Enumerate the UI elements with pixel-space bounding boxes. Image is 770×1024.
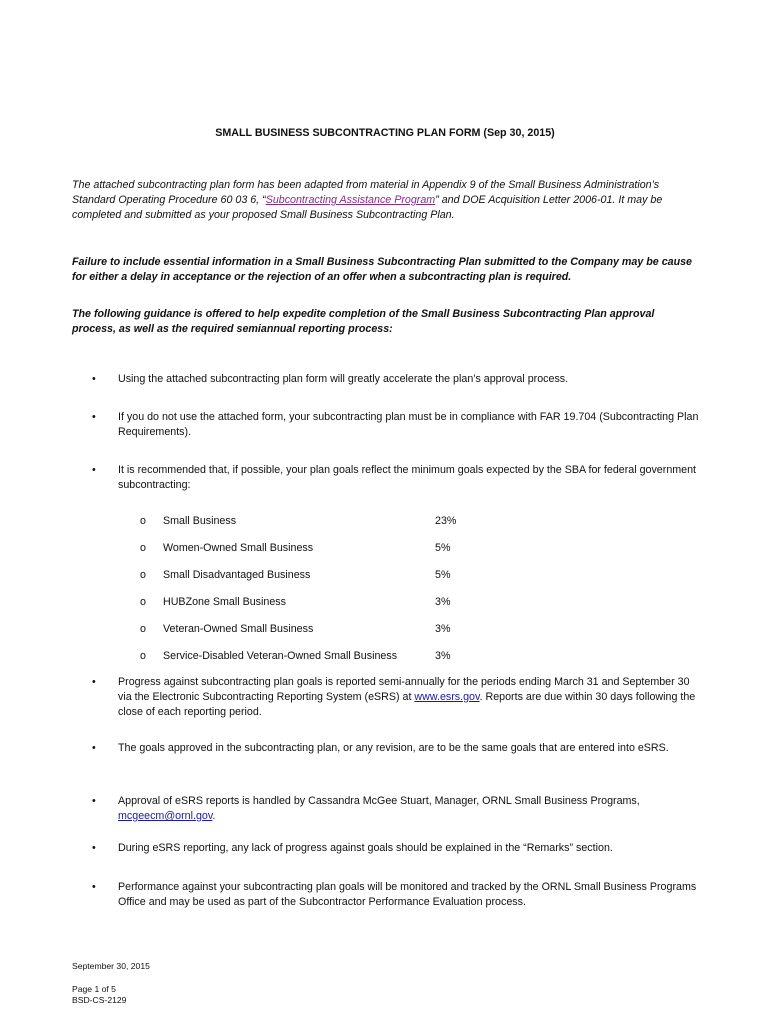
bullet-text: Using the attached subcontracting plan form will greatly accelerate the plan’s approval process. xyxy=(118,373,569,385)
esrs-website-link[interactable]: www.esrs.gov xyxy=(414,691,480,703)
bullet-icon: • xyxy=(92,464,96,476)
bullet-text: It is recommended that, if possible, your plan goals reflect the minimum goals expected by the SBA for federal government subcontracting: xyxy=(118,464,697,491)
bullet-icon: • xyxy=(92,842,96,854)
goal-row xyxy=(140,541,460,556)
goal-value: 3% xyxy=(435,623,451,635)
goal-value: 5% xyxy=(435,542,451,554)
footer-document-id: BSD-CS-2129 xyxy=(72,995,127,1005)
sub-bullet-icon: o xyxy=(140,515,146,527)
approval-text-before: Approval of eSRS reports is handled by Cassandra McGee Stuart, Manager, ORNL Small Business Programs, xyxy=(118,795,640,807)
bullet-text xyxy=(118,675,700,720)
goal-row xyxy=(140,568,460,583)
goal-name: Women-Owned Small Business xyxy=(163,542,314,554)
goal-name: Small Business xyxy=(163,515,237,527)
bullet-icon: • xyxy=(92,676,96,688)
warning-paragraph-2: The following guidance is offered to help expedite completion of the Small Business Subcontracting Plan approval process, as well as the required semiannual reporting process: xyxy=(72,308,655,335)
email-link[interactable]: mcgeecm@ornl.gov xyxy=(118,810,213,822)
document-title: SMALL BUSINESS SUBCONTRACTING PLAN FORM (Sep 30, 2015) xyxy=(215,127,555,139)
esrs-text-before: Progress against subcontracting plan goals is reported semi-annually for the periods ending March 31 and September 30 via the Electronic Subcontracting Reporting System (eSRS) at xyxy=(118,676,690,703)
esrs-text-after: . Reports are due within 30 days following the close of each reporting period. xyxy=(118,691,696,718)
bullet-text: Performance against your subcontracting plan goals will be monitored and tracked by the ORNL Small Business Programs Office and may be used as part of the Subcontractor Performance Evaluation process. xyxy=(118,881,697,908)
bullet-text: The goals approved in the subcontracting plan, or any revision, are to be the same goals that are entered into eSRS. xyxy=(118,742,669,754)
goal-value: 5% xyxy=(435,569,451,581)
bullet-icon: • xyxy=(92,373,96,385)
sub-bullet-icon: o xyxy=(140,569,146,581)
bullet-text: If you do not use the attached form, your subcontracting plan must be in compliance with FAR 19.704 (Subcontracting Plan Requirements). xyxy=(118,411,699,438)
approval-text-after: . xyxy=(212,810,216,822)
intro-paragraph xyxy=(72,178,697,223)
goal-name: Service-Disabled Veteran-Owned Small Business xyxy=(163,650,398,662)
goal-row xyxy=(140,595,460,610)
bullet-icon: • xyxy=(92,742,96,754)
goal-row xyxy=(140,622,460,637)
bullet-text: During eSRS reporting, any lack of progress against goals should be explained in the “Remarks” section. xyxy=(118,842,613,854)
bullet-icon: • xyxy=(92,411,96,423)
bullet-icon: • xyxy=(92,881,96,893)
goal-name: HUBZone Small Business xyxy=(163,596,286,608)
goal-value: 3% xyxy=(435,650,451,662)
goal-name: Veteran-Owned Small Business xyxy=(163,623,314,635)
sub-bullet-icon: o xyxy=(140,650,146,662)
bullet-text xyxy=(118,794,700,824)
sub-bullet-icon: o xyxy=(140,542,146,554)
footer-page-number: Page 1 of 5 xyxy=(72,984,116,994)
bullet-icon: • xyxy=(92,795,96,807)
intro-text-before: The attached subcontracting plan form has been adapted from material in Appendix 9 of the Small Business Administration’s Standard Operating Procedure 60 03 6, “ xyxy=(72,179,660,206)
subcontracting-assistance-program-link[interactable]: Subcontracting Assistance Program xyxy=(265,194,436,206)
sub-bullet-icon: o xyxy=(140,596,146,608)
goal-value: 23% xyxy=(435,515,457,527)
warning-paragraph-1: Failure to include essential information in a Small Business Subcontracting Plan submitted to the Company may be cause for either a delay in acceptance or the rejection of an offer when a subcontracting plan is required. xyxy=(72,256,693,283)
goal-row xyxy=(140,514,460,529)
intro-text-after: ” and DOE Acquisition Letter 2006-01. It may be completed and submitted as your proposed Small Business Subcontracting Plan. xyxy=(72,194,663,221)
sub-bullet-icon: o xyxy=(140,623,146,635)
goal-value: 3% xyxy=(435,596,451,608)
goal-row xyxy=(140,649,460,664)
goal-name: Small Disadvantaged Business xyxy=(163,569,311,581)
footer-date: September 30, 2015 xyxy=(72,961,150,971)
